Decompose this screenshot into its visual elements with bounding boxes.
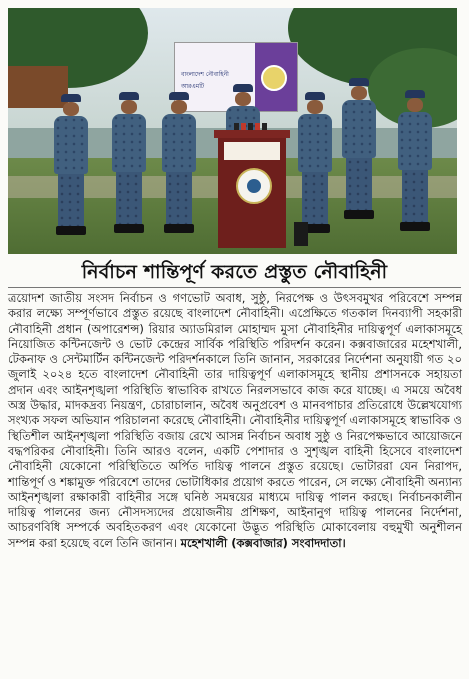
speaker-box: [294, 222, 308, 246]
article-headline: নির্বাচন শান্তিপূর্ণ করতে প্রস্তুত নৌবাহিনী: [81, 261, 388, 283]
news-photo: [8, 8, 457, 254]
article-paragraph: [8, 291, 462, 551]
officer-figure: [54, 94, 88, 235]
officer-figure: [342, 78, 376, 219]
podium: [218, 134, 286, 248]
podium-nameplate: [224, 142, 280, 160]
headline-divider: [8, 287, 461, 288]
officer-figure: [398, 90, 432, 231]
officer-figure: [162, 92, 196, 233]
officer-figure: [298, 92, 332, 233]
banner-line-1: বাংলাদেশ নৌবাহিনী: [181, 71, 229, 78]
article-byline: মহেশখালী (কক্সবাজার) সংবাদদাতা।: [180, 535, 346, 550]
navy-seal-icon: [236, 168, 272, 204]
navy-emblem-icon: [261, 65, 287, 91]
article-text: ত্রয়োদশ জাতীয় সংসদ নির্বাচন ও গণভোট অবাধ, সুষ্ঠু, নিরপেক্ষ ও উৎসবমুখর পরিবেশে সম্পন্ন করার লক্ষ্যে সম্পূর্ণভাবে প্রস্তুত রয়েছে বাংলাদেশ নৌবাহিনী। এপ্রেক্ষিতে গতকাল দিনব্যাপী সহকারী নৌবাহিনী প্রধান (অপারেশন্স) রিয়ার অ্যাডমিরাল মোহাম্মদ মুসা নৌবাহিনীর দায়িত্বপূর্ণ এলাকাসমূহে নিয়োজিত কন্টিনজেন্ট ও ভোট কেন্দ্রের সার্বিক পরিস্থিতি পরিদর্শন করেন। কক্সবাজারের মহেশখালী, টেকনাফ ও সেন্টমার্টিন কন্টিনজেন্ট পরিদর্শনকালে তিনি জানান, সরকারের নির্দেশনা অনুযায়ী গত ২০ জুলাই ২০২৪ হতে বাংলাদেশ নৌবাহিনী তার দায়িত্বপূর্ণ এলাকাসমূহে স্থানীয় প্রশাসনকে সহায়তা প্রদান এবং আইনশৃঙ্খলা পরিস্থিতি স্বাভাবিক রাখতে নিরলসভাবে কাজ করে যাচ্ছে। এ সময়ে অবৈধ অস্ত্র উদ্ধার, মাদকদ্রব্য নিয়ন্ত্রণ, চোরাচালান, অবৈধ অনুপ্রবেশ ও মানবপাচার প্রতিরোধে উল্লেখযোগ্য সংখ্যক সফল অভিযান পরিচালনা করেছে নৌবাহিনী। নৌবাহিনীর দায়িত্বপূর্ণ এলাকাসমূহে স্বাভাবিক ও স্থিতিশীল আইনশৃঙ্খলা পরিস্থিতি বজায় রেখে আসন্ন নির্বাচন অবাধ সুষ্ঠু ও নিরপেক্ষভাবে আয়োজনে বদ্ধপরিকর নৌবাহিনী। তিনি আরও বলেন, একটি পেশাদার ও সুশৃঙ্খল বাহিনী হিসেবে বাংলাদেশ নৌবাহিনী যেকোনো পরিস্থিতিতে অর্পিত দায়িত্ব পালনে প্রস্তুত রয়েছে। ভোটাররা যেন নিরাপদ, শান্তিপূর্ণ ও শঙ্কামুক্ত পরিবেশে তাদের ভোটাধিকার প্রয়োগ করতে পারেন, সে লক্ষ্যে নৌবাহিনী অন্যান্য আইনশৃঙ্খলা রক্ষাকারী বাহিনীর সঙ্গে ঘনিষ্ঠ সমন্বয়ের মাধ্যমে দায়িত্ব পালন করছে। নির্বাচনকালীন দায়িত্ব পালনের জন্য নৌসদস্যদের প্রয়োজনীয় প্রশিক্ষণ, আইনানুগ দায়িত্ব পালনের নির্দেশনা, আচরণবিধি সম্পর্কে অবহিতকরণ এবং যেকোনো উদ্ভূত পরিস্থিতি মোকাবেলায় বহুমুখী অনুশীলন সম্পন্ন করা হয়েছে বলে তিনি জানান।: [8, 291, 462, 550]
banner-line-2: আরএমটি: [181, 83, 205, 90]
officer-figure: [112, 92, 146, 233]
article-body: [8, 291, 462, 551]
